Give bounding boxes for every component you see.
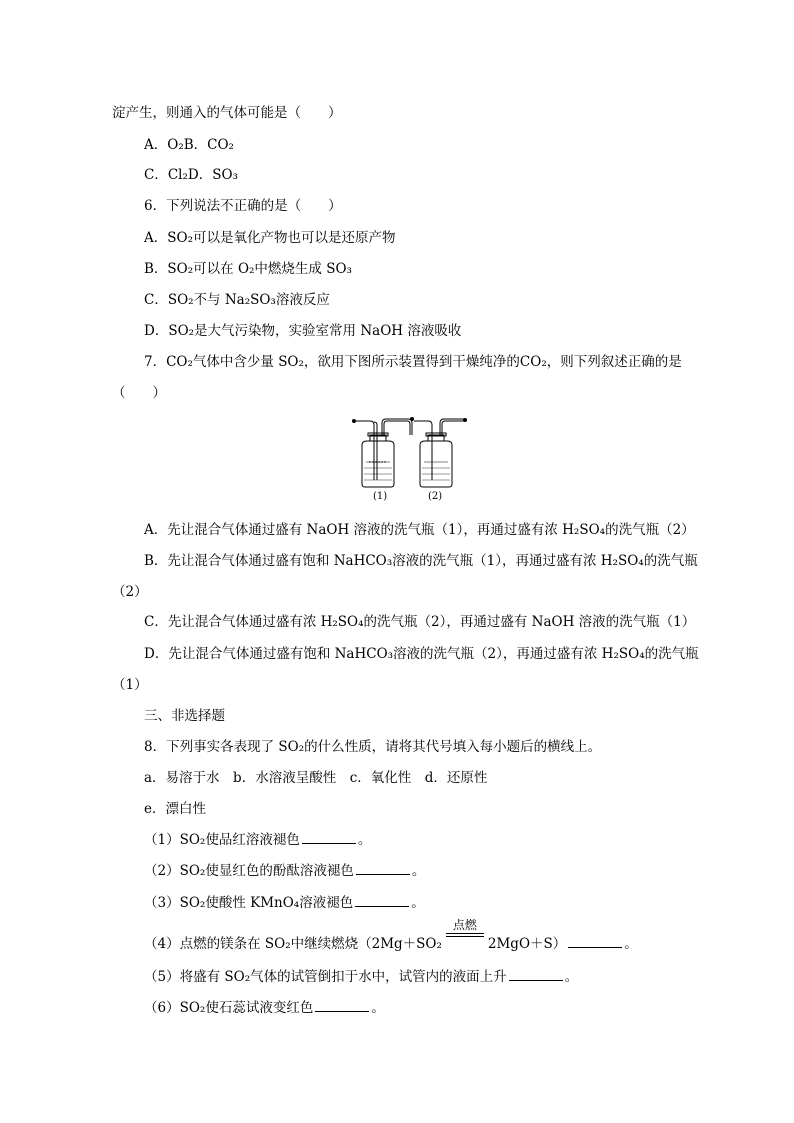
q6-option-a: A．SO₂可以是氧化产物也可以是还原产物 (144, 230, 396, 246)
question-7: 7．CO₂气体中含少量 SO₂，欲用下图所示装置得到干燥纯净的CO₂，则下列叙述正确的是 (144, 354, 682, 370)
q7-option-d-cont: （1） (112, 677, 148, 693)
q7-option-c: C．先让混合气体通过盛有浓 H₂SO₄的洗气瓶（2），再通过盛有 NaOH 溶液的洗气瓶（1） (144, 614, 696, 630)
question-7-paren: （ ） (112, 385, 166, 401)
subquestion-3: （3）SO₂使酸性 KMnO₄溶液褪色 。 (144, 895, 425, 911)
option-a-line: A．O₂B．CO₂ (144, 137, 234, 153)
text-line-1: 淀产生，则通入的气体可能是（ ） (112, 105, 342, 121)
subquestion-4: （4）点燃的镁条在 SO₂中继续燃烧（2Mg＋SO₂ 点燃 2MgO＋S） 。 (144, 918, 638, 952)
q7-option-b: B．先让混合气体通过盛有饱和 NaHCO₃溶液的洗气瓶（1），再通过盛有浓 H₂SO₄的洗气瓶 (144, 553, 698, 569)
gas-washing-bottles-figure (348, 413, 468, 505)
question-6: 6．下列说法不正确的是（ ） (144, 198, 342, 214)
figure-label-2: (2) (428, 491, 443, 502)
answer-blank-6[interactable] (315, 999, 369, 1012)
q7-option-d: D．先让混合气体通过盛有饱和 NaHCO₃溶液的洗气瓶（2），再通过盛有浓 H₂SO₄的洗气瓶 (144, 646, 699, 662)
answer-blank-4[interactable] (568, 935, 622, 948)
q7-option-a: A．先让混合气体通过盛有 NaOH 溶液的洗气瓶（1），再通过盛有浓 H₂SO₄的洗气瓶（2） (144, 522, 695, 538)
subquestion-6: （6）SO₂使石蕊试液变红色 。 (144, 1000, 385, 1016)
q7-option-b-cont: （2） (112, 584, 148, 600)
answer-blank-3[interactable] (355, 894, 409, 907)
q6-option-b: B．SO₂可以在 O₂中燃烧生成 SO₃ (144, 261, 352, 277)
q6-option-c: C．SO₂不与 Na₂SO₃溶液反应 (144, 292, 330, 308)
reaction-arrow: 点燃 (446, 930, 484, 948)
answer-blank-1[interactable] (302, 831, 356, 844)
answer-blank-2[interactable] (356, 862, 410, 875)
q6-option-d: D．SO₂是大气污染物，实验室常用 NaOH 溶液吸收 (144, 323, 462, 339)
q8-choices: a．易溶于水 b．水溶液呈酸性 c．氧化性 d．还原性 (144, 770, 488, 786)
section-heading: 三、非选择题 (144, 708, 225, 724)
answer-blank-5[interactable] (509, 968, 563, 981)
subquestion-2: （2）SO₂使显红色的酚酞溶液褪色 。 (144, 863, 426, 879)
option-c-line: C．Cl₂D．SO₃ (144, 167, 238, 183)
subquestion-1: （1）SO₂使品红溶液褪色 。 (144, 832, 372, 848)
subquestion-5: （5）将盛有 SO₂气体的试管倒扣于水中，试管内的液面上升 。 (144, 969, 579, 985)
q8-choice-e: e．漂白性 (144, 801, 206, 817)
figure-label-1: (1) (373, 491, 388, 502)
question-8: 8．下列事实各表现了 SO₂的什么性质，请将其代号填入每小题后的横线上。 (144, 739, 602, 755)
